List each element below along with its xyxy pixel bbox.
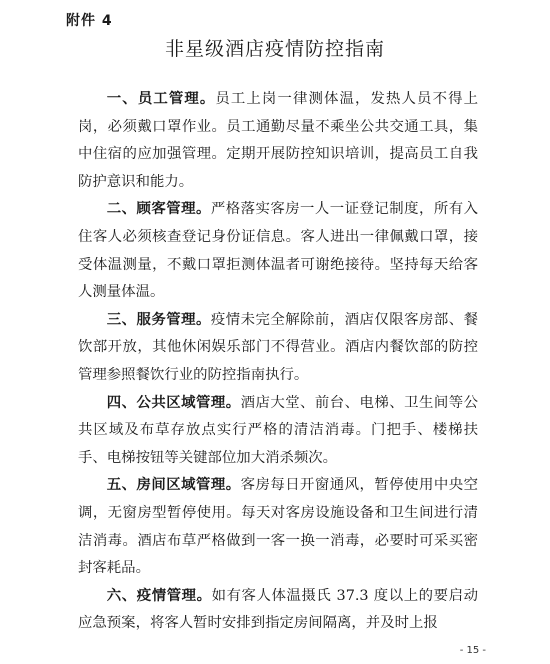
section-paragraph	[78, 86, 478, 196]
section-paragraph	[78, 583, 478, 638]
section-paragraph	[78, 390, 478, 473]
section-paragraph	[78, 196, 478, 306]
section-paragraph	[78, 307, 478, 390]
section-heading: 一、员工管理。	[106, 91, 216, 107]
document-title: 非星级酒店疫情防控指南	[164, 38, 385, 60]
section-text: 严格落实客房一人一证登记制度，所有入住客人必须核查登记身份证信息。客人进出一律佩戴口罩，接受体温测量，不戴口罩拒测体温者可谢绝接待。坚持每天给客人测量体温。	[78, 201, 478, 301]
section-text: 酒店大堂、前台、电梯、卫生间等公共区域及布草存放点实行严格的清洁消毒。门把手、楼梯扶手、电梯按钮等关键部位加大消杀频次。	[78, 394, 478, 466]
section-text: 员工上岗一律测体温，发热人员不得上岗，必须戴口罩作业。员工通勤尽量不乘坐公共交通工具，集中住宿的应加强管理。定期开展防控知识培训，提高员工自我防护意识和能力。	[78, 91, 478, 190]
section-heading: 五、房间区域管理。	[106, 477, 241, 494]
section-text: 如有客人体温摄氏 37.3 度以上的要启动应急预案，将客人暂时安排到指定房间隔离，并及时上报	[78, 587, 478, 632]
page-number: - 15 -	[459, 645, 486, 656]
section-text: 疫情未完全解除前，酒店仅限客房部、餐饮部开放，其他休闲娱乐部门不得营业。酒店内餐饮部的防控管理参照餐饮行业的防控指南执行。	[78, 311, 478, 383]
section-heading: 二、顾客管理。	[106, 201, 211, 218]
document-body	[78, 86, 478, 638]
section-heading: 六、疫情管理。	[106, 587, 212, 604]
section-text: 客房每日开窗通风，暂停使用中央空调，无窗房型暂停使用。每天对客房设施设备和卫生间进行清洁消毒。酒店布草严格做到一客一换一消毒，必要时可采买密封客耗品。	[78, 477, 478, 577]
section-heading: 四、公共区域管理。	[106, 394, 241, 411]
section-heading: 三、服务管理。	[106, 311, 211, 328]
section-paragraph	[78, 472, 478, 582]
attachment-label: 附件 4	[66, 13, 113, 29]
